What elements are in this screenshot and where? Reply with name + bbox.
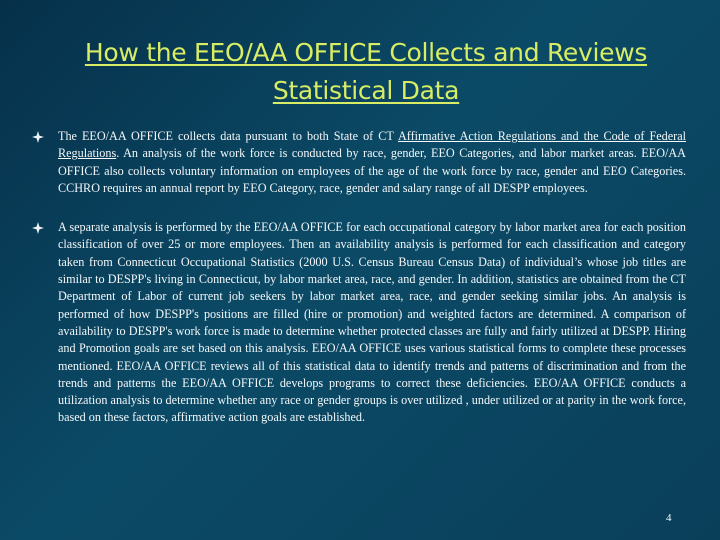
slide-title-line1: How the EEO/AA OFFICE Collects and Reviews	[84, 38, 648, 67]
bullet-item-data-collection	[30, 128, 686, 197]
bullet-text-data-collection	[58, 128, 686, 197]
slide-title	[40, 34, 692, 110]
regulations-link: Affirmative Action Regulations and the Code of Federal Regulations	[58, 129, 686, 161]
bullet-list	[30, 128, 686, 427]
bullet1-text-end: . An analysis of the work force is conducted by race, gender, EEO Categories, and labor market areas. EEO/AA OFFICE also collects voluntary information on employees of the age of the work force by race, gender and EEO Categories. CCHRO requires an annual report by EEO Category, race, gender and salary range of all DESPP employees.	[58, 146, 686, 195]
slide-title-line2: Statistical Data	[272, 76, 460, 105]
bullet-item-separate-analysis	[30, 219, 686, 427]
page-number: 4	[666, 512, 672, 524]
diamond-bullet-icon	[30, 128, 58, 146]
diamond-bullet-icon	[30, 219, 58, 237]
bullet-text-separate-analysis: A separate analysis is performed by the EEO/AA OFFICE for each occupational category by labor market area for each position classification of over 25 or more employees. Then an availability analysis is performed for each classification and category taken from Connecticut Occupational Statistics (2000 U.S. Census Bureau Census Data) of individual’s whose job titles are similar to DESPP's living in Connecticut, by labor market area, race, and gender. In addition, statistics are obtained from the CT Department of Labor of current job seekers by labor market area, race, and gender seeking similar jobs. An analysis is performed of how DESPP's positions are filled (hire or promotion) and weighted factors are determined. A comparison of availability to DESPP's work force is made to determine whether protected classes are fully and fairly utilized at DESPP. Hiring and Promotion goals are set based on this analysis. EEO/AA OFFICE uses various statistical forms to complete these processes mentioned. EEO/AA OFFICE reviews all of this statistical data to identify trends and patterns of discrimination and from the trends and patterns the EEO/AA OFFICE develops programs to correct these deficiencies. EEO/AA OFFICE conducts a utilization analysis to determine whether any race or gender groups is over utilized , under utilized or at parity in the work force, based on these factors, affirmative action goals are established.	[58, 220, 686, 425]
bullet1-text-start: The EEO/AA OFFICE collects data pursuant to both State of CT	[58, 129, 398, 143]
